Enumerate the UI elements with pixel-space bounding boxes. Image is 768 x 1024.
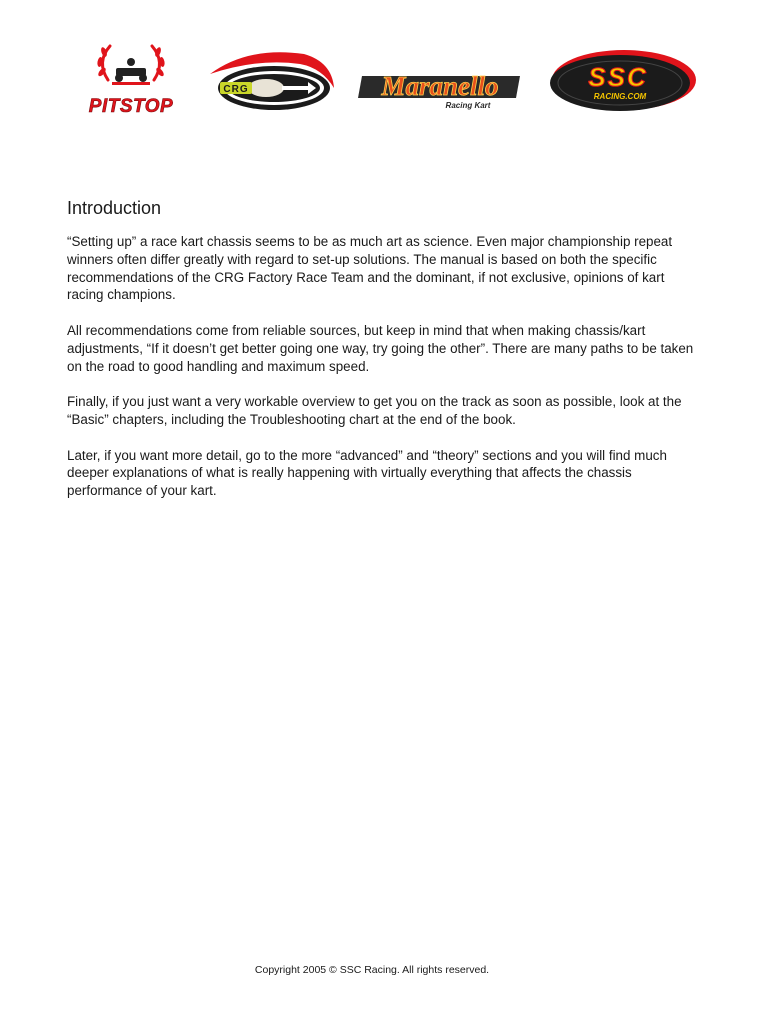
paragraph-setup: “Setting up” a race kart chassis seems to be as much art as science. Even major championship repeat winners often differ greatly with regard to set-up solutions. The manual is based on both the specific recommendations of the CRG Factory Race Team and the dominant, if not exclusive, opinions of kart racing champions. (67, 234, 673, 303)
copyright-text: Copyright 2005 © SSC Racing. All rights reserved. (254, 964, 490, 976)
ssc-logo-text: SSC (588, 62, 648, 92)
paragraph-recommendations: All recommendations come from reliable sources, but keep in mind that when making chassis/kart adjustments, “If it doesn’t get better going one way, try going the other”. There are many paths to be taken on the road to good handling and maximum speed. (67, 322, 694, 374)
maranello-logo-text: Maranello (381, 71, 499, 101)
sponsor-logo-bar (66, 40, 698, 120)
paragraph-advanced: Later, if you want more detail, go to the more “advanced” and “theory” sections and you will find much deeper explanations of what is really happening with virtually everything that affects the chassis performance of your kart. (67, 447, 667, 499)
pitstop-logo (66, 40, 196, 120)
pitstop-logo-text: PITSTOP (88, 96, 174, 117)
maranello-logo (356, 40, 528, 120)
paragraph-overview: Finally, if you just want a very workable overview to get you on the track as soon as possible, look at the “Basic” chapters, including the Troubleshooting chart at the end of the book. (67, 394, 682, 427)
introduction-section (67, 198, 697, 518)
page-title: Introduction (67, 198, 162, 218)
maranello-logo-subtext: Racing Kart (445, 101, 491, 110)
crg-logo (208, 40, 338, 120)
footer (0, 964, 768, 976)
crg-logo-text: CRG (223, 84, 249, 95)
ssc-logo-subtext: RACING.COM (593, 92, 647, 101)
ssc-logo (546, 40, 698, 120)
